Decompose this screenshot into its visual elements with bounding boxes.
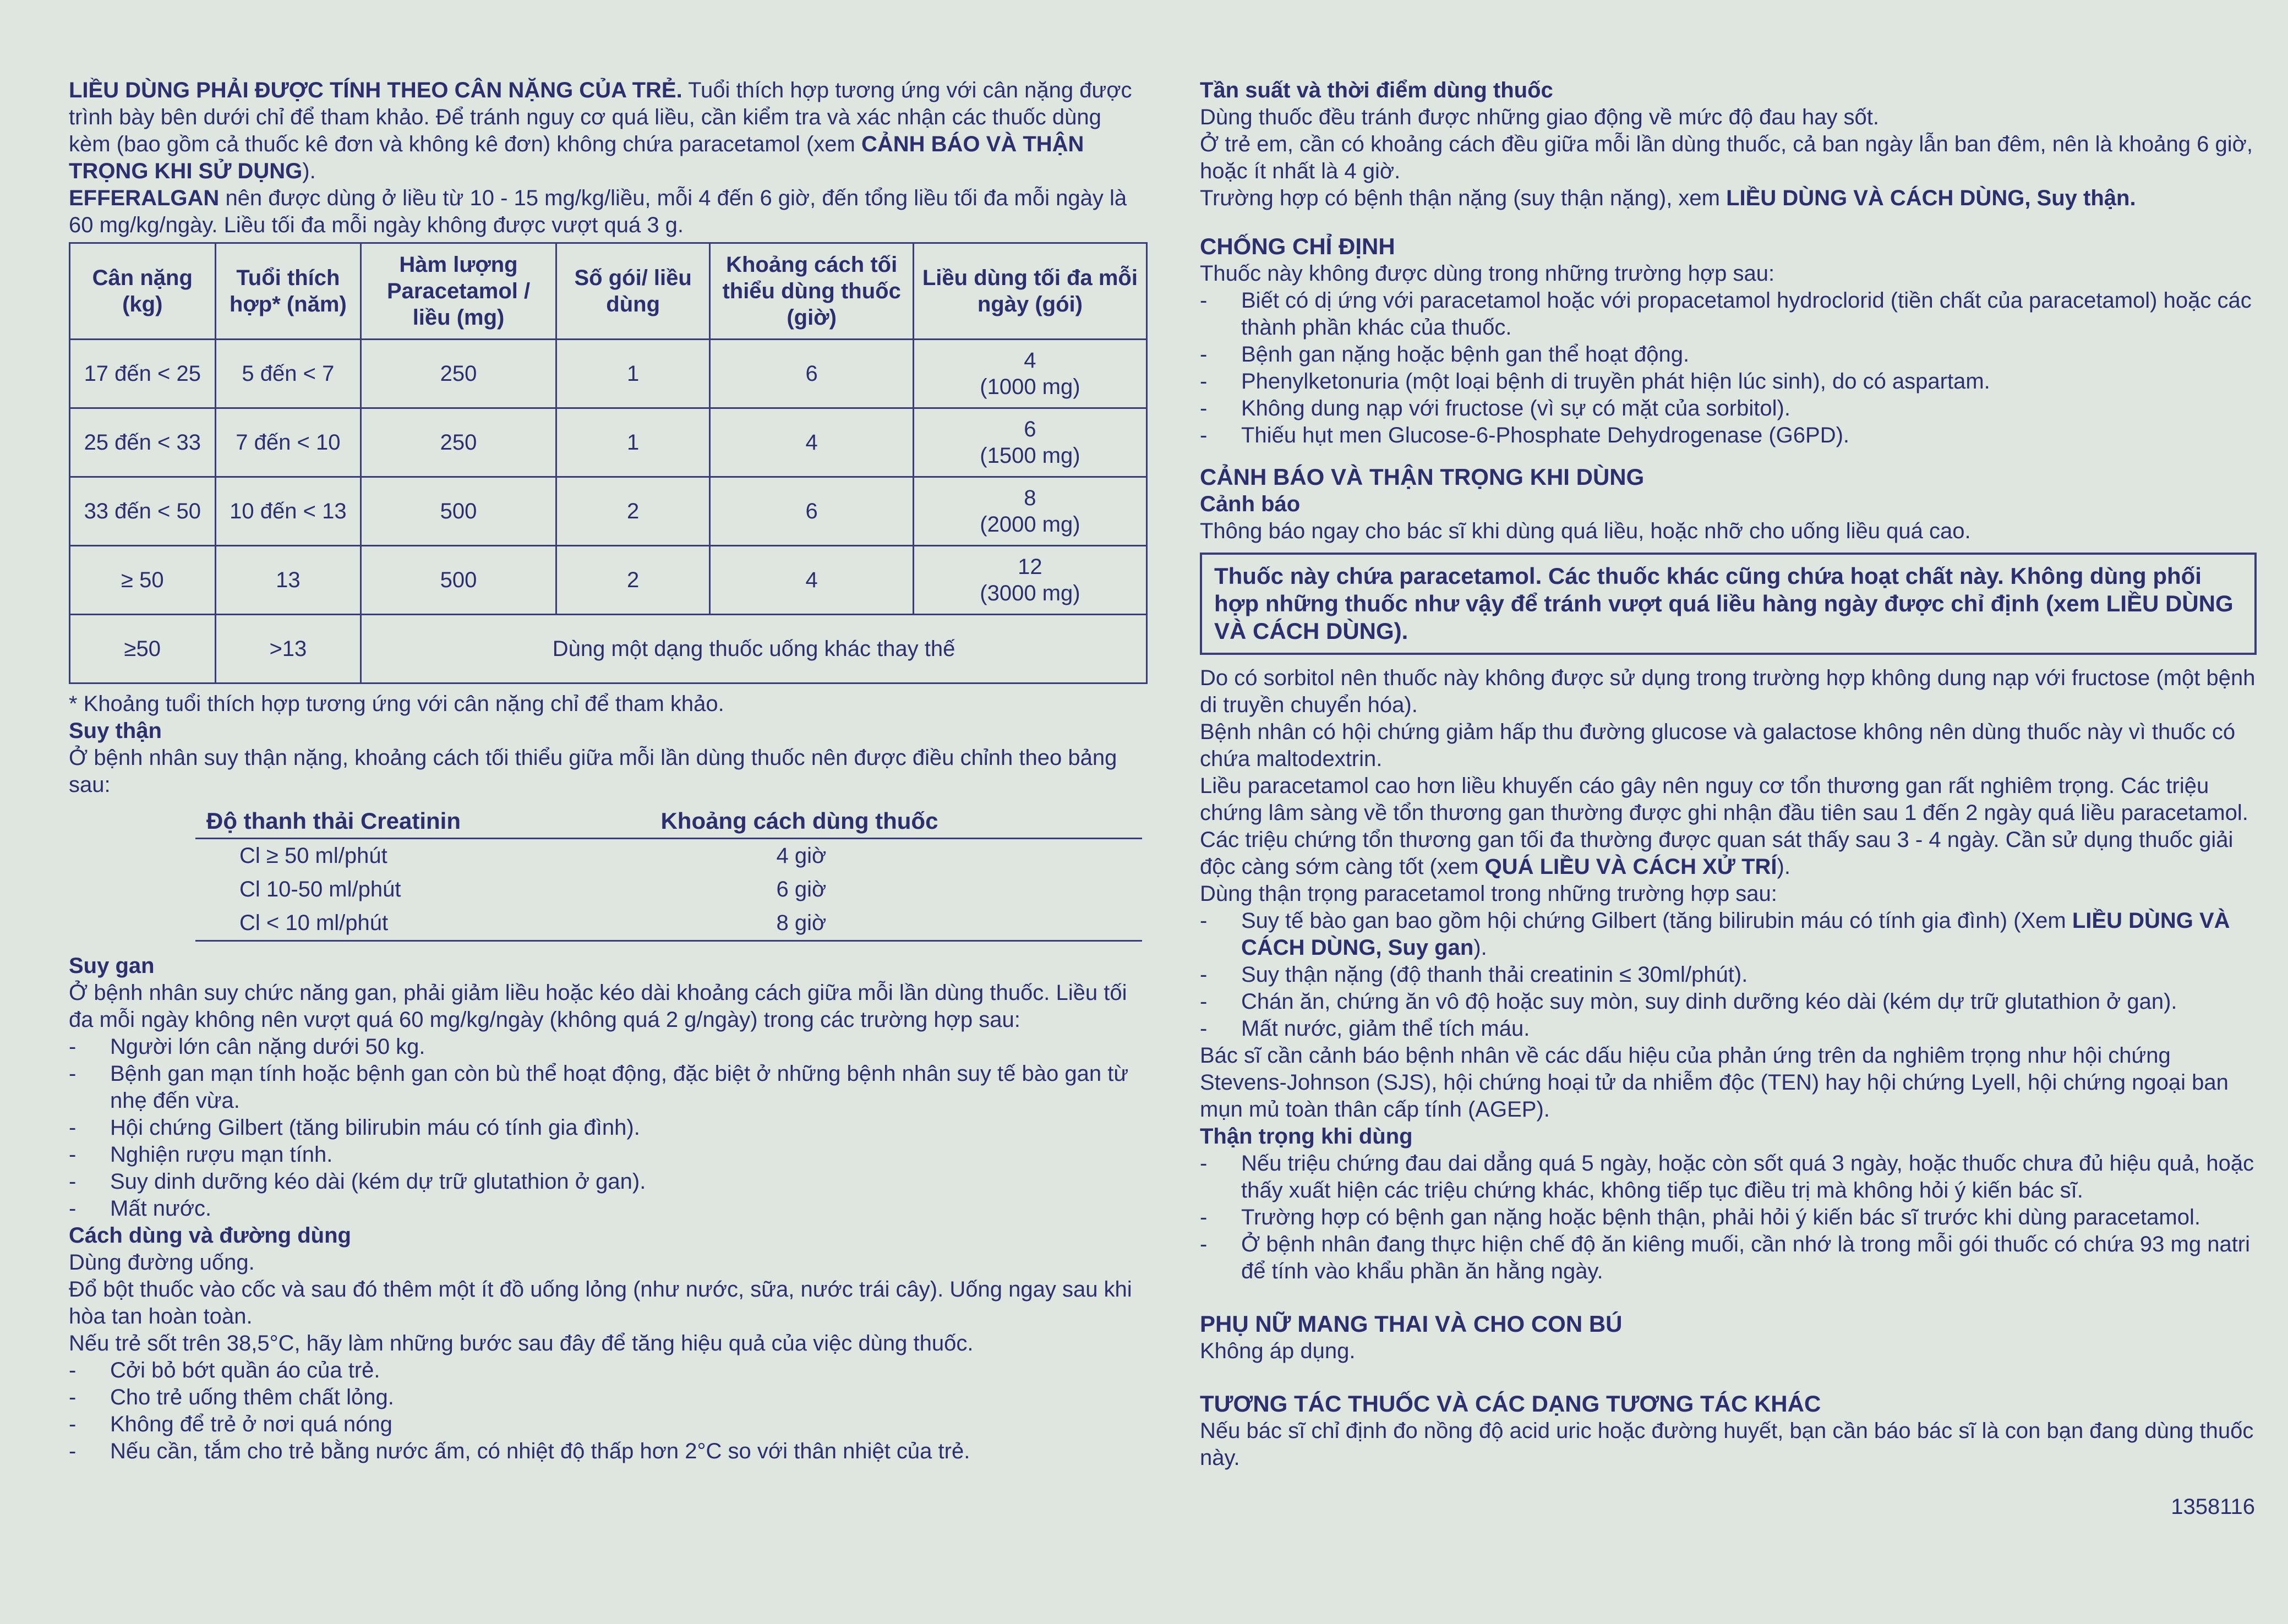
col-header: Khoảng cách tối thiểu dùng thuốc (giờ) bbox=[710, 243, 913, 340]
cell-interval: 6 bbox=[710, 340, 913, 408]
cell-mg: 500 bbox=[361, 546, 556, 615]
list-item: - Không dung nạp với fructose (vì sự có mặt của sorbitol). bbox=[1200, 395, 2257, 422]
precaution-title: Thận trọng khi dùng bbox=[1200, 1124, 1413, 1149]
list-item: - Nếu triệu chứng đau dai dẳng quá 5 ngày, hoặc còn sốt quá 3 ngày, hoặc thuốc chưa đủ hiệu quả, hoặc thấy xuất hiện các triệu chứng khác, không tiếp tục điều trị mà không hỏi ý kiến bác sĩ. bbox=[1200, 1150, 2257, 1204]
sorbitol-paragraph: Do có sorbitol nên thuốc này không được sử dụng trong trường hợp không dung nạp với fructose (một bệnh di truyền chuyển hóa). bbox=[1200, 666, 2256, 717]
cell-max: 8 (2000 mg) bbox=[913, 477, 1146, 546]
cell-mg: 250 bbox=[361, 340, 556, 408]
usage-line: Dùng đường uống. bbox=[69, 1250, 255, 1275]
col-header: Liều dùng tối đa mỗi ngày (gói) bbox=[913, 243, 1146, 340]
dosage-intro: LIỀU DÙNG PHẢI ĐƯỢC TÍNH THEO CÂN NẶNG CỦA TRẺ. Tuổi thích hợp tương ứng với cân nặng được trình bày bên dưới chỉ để tham khảo. Để tránh nguy cơ quá liều, cần kiểm tra và xác nhận các thuốc dùng kèm (bao gồm cả thuốc kê đơn và không kê đơn) không chứa paracetamol (xem CẢNH BÁO VÀ THẬN TRỌNG KHI SỬ DỤNG). bbox=[69, 78, 1132, 183]
cell-interval: 4 bbox=[710, 408, 913, 477]
document-code: 1358116 bbox=[2171, 1495, 2255, 1519]
cell-clearance: Cl 10-50 ml/phút bbox=[239, 877, 401, 901]
cell-note: Dùng một dạng thuốc uống khác thay thế bbox=[361, 615, 1147, 683]
cell-clearance: Cl ≥ 50 ml/phút bbox=[239, 844, 387, 868]
cell-interval: 4 bbox=[710, 546, 913, 615]
liver-damage-paragraph: Liều paracetamol cao hơn liều khuyến cáo gây nên nguy cơ tổn thương gan rất nghiêm trọng. Các triệu chứng lâm sàng về tổn thương gan thường được ghi nhận đầu tiên sau 1 đến 2 ngày quá liều paracetamol. Các triệu chứng tổn thương gan tối đa thường được quan sát thấy sau 3 - 4 ngày. Cần sử dụng thuốc giải độc càng sớm càng tốt (xem QUÁ LIỀU VÀ CÁCH XỬ TRÍ). bbox=[1200, 774, 2248, 879]
cell-mg: 250 bbox=[361, 408, 556, 477]
frequency-line: Dùng thuốc đều tránh được những giao động về mức độ đau hay sốt. bbox=[1200, 105, 1880, 129]
cell-clearance: Cl < 10 ml/phút bbox=[195, 906, 649, 941]
table-row bbox=[195, 839, 1142, 873]
list-item: - Ở bệnh nhân đang thực hiện chế độ ăn kiêng muối, cần nhớ là trong mỗi gói thuốc có chứa 93 mg natri để tính vào khẩu phần ăn hằng ngày. bbox=[1200, 1231, 2257, 1285]
frequency-title: Tần suất và thời điểm dùng thuốc bbox=[1200, 78, 1553, 102]
col-header: Khoảng cách dùng thuốc bbox=[649, 804, 1142, 839]
col-header: Cân nặng (kg) bbox=[70, 243, 216, 340]
usage-line: Đổ bột thuốc vào cốc và sau đó thêm một ít đồ uống lỏng (như nước, sữa, nước trái cây). Uống ngay sau khi hòa tan hoàn toàn. bbox=[69, 1277, 1132, 1328]
dosage-table bbox=[69, 242, 1148, 684]
liver-list bbox=[69, 1034, 1148, 1222]
left-column bbox=[69, 77, 1148, 1465]
list-item: - Mất nước. bbox=[69, 1195, 1148, 1222]
list-item: - Cởi bỏ bớt quần áo của trẻ. bbox=[69, 1357, 1148, 1384]
cell-interval: 4 giờ bbox=[776, 844, 827, 868]
cell-sachets: 2 bbox=[556, 546, 710, 615]
pregnancy-title: PHỤ NỮ MANG THAI VÀ CHO CON BÚ bbox=[1200, 1311, 1623, 1337]
list-item: - Suy thận nặng (độ thanh thải creatinin ≤ 30ml/phút). bbox=[1200, 961, 2257, 988]
glucose-paragraph: Bệnh nhân có hội chứng giảm hấp thu đường glucose và galactose không nên dùng thuốc này vì thuốc có chứa maltodextrin. bbox=[1200, 720, 2236, 771]
cell-max: 12 (3000 mg) bbox=[913, 546, 1146, 615]
cell-interval: 6 giờ bbox=[776, 877, 827, 901]
table-row bbox=[70, 615, 1147, 683]
cell-weight: ≥ 50 bbox=[70, 546, 216, 615]
cell-max: 4 (1000 mg) bbox=[913, 340, 1146, 408]
caution-list bbox=[1200, 907, 2257, 1042]
usage-list bbox=[69, 1357, 1148, 1465]
col-header: Tuổi thích hợp* (năm) bbox=[215, 243, 361, 340]
col-header: Số gói/ liều dùng bbox=[556, 243, 710, 340]
cell-age: 5 đến < 7 bbox=[215, 340, 361, 408]
cell-age: 13 bbox=[215, 546, 361, 615]
caution-intro: Dùng thận trọng paracetamol trong những trường hợp sau: bbox=[1200, 882, 1777, 906]
contraindications-intro: Thuốc này không được dùng trong những trường hợp sau: bbox=[1200, 261, 1775, 286]
warnings-title: CẢNH BÁO VÀ THẬN TRỌNG KHI DÙNG bbox=[1200, 464, 1645, 490]
col-header: Độ thanh thải Creatinin bbox=[195, 804, 649, 839]
cell-age: >13 bbox=[215, 615, 361, 683]
list-item: - Trường hợp có bệnh gan nặng hoặc bệnh thận, phải hỏi ý kiến bác sĩ trước khi dùng paracetamol. bbox=[1200, 1204, 2257, 1231]
list-item: - Hội chứng Gilbert (tăng bilirubin máu có tính gia đình). bbox=[69, 1114, 1148, 1141]
contraindications-title: CHỐNG CHỈ ĐỊNH bbox=[1200, 233, 1395, 259]
list-item: - Không để trẻ ở nơi quá nóng bbox=[69, 1411, 1148, 1438]
table-row bbox=[70, 546, 1147, 615]
list-item: - Cho trẻ uống thêm chất lỏng. bbox=[69, 1384, 1148, 1411]
warnings-line: Thông báo ngay cho bác sĩ khi dùng quá liều, hoặc nhỡ cho uống liều quá cao. bbox=[1200, 519, 1971, 543]
frequency-line: Ở trẻ em, cần có khoảng cách đều giữa mỗi lần dùng thuốc, cả ban ngày lẫn ban đêm, nên là khoảng 6 giờ, hoặc ít nhất là 4 giờ. bbox=[1200, 132, 2253, 183]
col-header: Hàm lượng Paracetamol / liều (mg) bbox=[361, 243, 556, 340]
list-item: - Nghiện rượu mạn tính. bbox=[69, 1141, 1148, 1168]
dosage-table-header bbox=[70, 243, 1147, 340]
cell-sachets: 1 bbox=[556, 340, 710, 408]
list-item: - Bệnh gan nặng hoặc bệnh gan thể hoạt động. bbox=[1200, 341, 2257, 368]
list-item: - Thiếu hụt men Glucose-6-Phosphate Dehydrogenase (G6PD). bbox=[1200, 422, 2257, 449]
contraindications-list bbox=[1200, 287, 2257, 449]
frequency-line: Trường hợp có bệnh thận nặng (suy thận nặng), xem LIỀU DÙNG VÀ CÁCH DÙNG, Suy thận. bbox=[1200, 186, 2136, 210]
cell-sachets: 1 bbox=[556, 408, 710, 477]
list-item: - Người lớn cân nặng dưới 50 kg. bbox=[69, 1034, 1148, 1060]
cell-weight: 33 đến < 50 bbox=[70, 477, 216, 546]
paracetamol-warning-box: Thuốc này chứa paracetamol. Các thuốc khác cũng chứa hoạt chất này. Không dùng phối hợp những thuốc như vậy để tránh vượt quá liều hàng ngày được chỉ định (xem LIỀU DÙNG VÀ CÁCH DÙNG). bbox=[1200, 553, 2257, 655]
pregnancy-text: Không áp dụng. bbox=[1200, 1339, 1356, 1363]
list-item: - Suy tế bào gan bao gồm hội chứng Gilbert (tăng bilirubin máu có tính gia đình) (Xem LIỀU DÙNG VÀ CÁCH DÙNG, Suy gan). bbox=[1200, 907, 2257, 961]
interactions-title: TƯƠNG TÁC THUỐC VÀ CÁC DẠNG TƯƠNG TÁC KHÁC bbox=[1200, 1391, 1821, 1417]
list-item: - Mất nước, giảm thể tích máu. bbox=[1200, 1015, 2257, 1042]
warnings-subtitle: Cảnh báo bbox=[1200, 492, 1301, 516]
list-item: - Phenylketonuria (một loại bệnh di truyền phát hiện lúc sinh), do có aspartam. bbox=[1200, 368, 2257, 395]
cell-weight: ≥50 bbox=[70, 615, 216, 683]
liver-title: Suy gan bbox=[69, 954, 155, 978]
cell-interval: 8 giờ bbox=[649, 906, 1142, 941]
skin-reaction-paragraph: Bác sĩ cần cảnh báo bệnh nhân về các dấu hiệu của phản ứng trên da nghiêm trọng như hội chứng Stevens-Johnson (SJS), hội chứng hoại tử da nhiễm độc (TEN) hay hội chứng Lyell, hội chứng ngoại ban mụn mủ toàn thân cấp tính (AGEP). bbox=[1200, 1043, 2229, 1122]
usage-line: Nếu trẻ sốt trên 38,5°C, hãy làm những bước sau đây để tăng hiệu quả của việc dùng thuốc. bbox=[69, 1331, 974, 1355]
renal-table bbox=[195, 804, 1142, 942]
list-item: - Biết có dị ứng với paracetamol hoặc với propacetamol hydroclorid (tiền chất của paracetamol) hoặc các thành phần khác của thuốc. bbox=[1200, 287, 2257, 341]
table-row bbox=[70, 477, 1147, 546]
list-item: - Chán ăn, chứng ăn vô độ hoặc suy mòn, suy dinh dưỡng kéo dài (kém dự trữ glutathion ở gan). bbox=[1200, 988, 2257, 1015]
cell-mg: 500 bbox=[361, 477, 556, 546]
renal-title: Suy thận bbox=[69, 719, 162, 743]
cell-interval: 6 bbox=[710, 477, 913, 546]
table-row bbox=[195, 906, 1142, 941]
cell-sachets: 2 bbox=[556, 477, 710, 546]
precaution-list bbox=[1200, 1150, 2257, 1285]
list-item: - Bệnh gan mạn tính hoặc bệnh gan còn bù thể hoạt động, đặc biệt ở những bệnh nhân suy tế bào gan từ nhẹ đến vừa. bbox=[69, 1060, 1148, 1114]
usage-title: Cách dùng và đường dùng bbox=[69, 1223, 351, 1248]
interactions-text: Nếu bác sĩ chỉ định đo nồng độ acid uric hoặc đường huyết, bạn cần báo bác sĩ là con bạn đang dùng thuốc này. bbox=[1200, 1419, 2254, 1470]
liver-text: Ở bệnh nhân suy chức năng gan, phải giảm liều hoặc kéo dài khoảng cách giữa mỗi lần dùng thuốc. Liều tối đa mỗi ngày không nên vượt quá 60 mg/kg/ngày (không quá 2 g/ngày) trong các trường hợp sau: bbox=[69, 981, 1127, 1032]
cell-weight: 25 đến < 33 bbox=[70, 408, 216, 477]
right-column bbox=[1200, 77, 2257, 1472]
cell-age: 7 đến < 10 bbox=[215, 408, 361, 477]
list-item: - Nếu cần, tắm cho trẻ bằng nước ấm, có nhiệt độ thấp hơn 2°C so với thân nhiệt của trẻ. bbox=[69, 1438, 1148, 1465]
table-row bbox=[195, 873, 1142, 906]
efferalgan-dose: EFFERALGAN nên được dùng ở liều từ 10 - 15 mg/kg/liều, mỗi 4 đến 6 giờ, đến tổng liều tối đa mỗi ngày là 60 mg/kg/ngày. Liều tối đa mỗi ngày không được vượt quá 3 g. bbox=[69, 186, 1127, 237]
table-row bbox=[70, 408, 1147, 477]
cell-max: 6 (1500 mg) bbox=[913, 408, 1146, 477]
table-row bbox=[70, 340, 1147, 408]
cell-age: 10 đến < 13 bbox=[215, 477, 361, 546]
list-item: - Suy dinh dưỡng kéo dài (kém dự trữ glutathion ở gan). bbox=[69, 1168, 1148, 1195]
renal-text: Ở bệnh nhân suy thận nặng, khoảng cách tối thiểu giữa mỗi lần dùng thuốc nên được điều chỉnh theo bảng sau: bbox=[69, 746, 1117, 797]
footnote: * Khoảng tuổi thích hợp tương ứng với cân nặng chỉ để tham khảo. bbox=[69, 692, 724, 716]
cell-weight: 17 đến < 25 bbox=[70, 340, 216, 408]
renal-table-header bbox=[195, 804, 1142, 839]
